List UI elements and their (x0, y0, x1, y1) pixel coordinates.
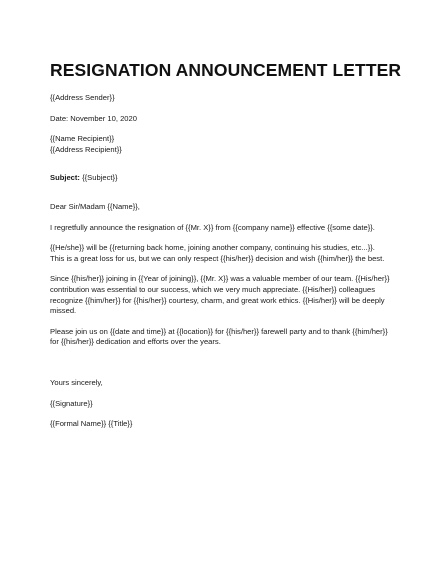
letter-date: Date: November 10, 2020 (50, 113, 137, 123)
paragraph-4: Please join us on {{date and time}} at {{location}} for {{his/her}} farewell party and to thank {{him/her}} for {{his/her}} dedication and efforts over the years. (50, 326, 388, 347)
salutation: Dear Sir/Madam {{Name}}, (50, 201, 140, 211)
letter-title: RESIGNATION ANNOUNCEMENT LETTER (50, 60, 402, 80)
subject-line (50, 173, 390, 184)
paragraph-2: {{He/she}} will be {{returning back home, joining another company, continuing his studies, etc...}}. This is a great loss for us, but we can only respect {{his/her}} decision and wish {{him/her}} the best. (50, 243, 385, 263)
formal-name-title: {{Formal Name}} {{Title}} (50, 419, 133, 429)
closing: Yours sincerely, (50, 377, 103, 387)
address-sender: {{Address Sender}} (50, 93, 115, 102)
signature: {{Signature}} (50, 398, 93, 408)
name-recipient: {{Name Recipient}} (50, 134, 115, 144)
subject-label: Subject: (50, 173, 80, 183)
paragraph-3: Since {{his/her}} joining in {{Year of joining}}, {{Mr. X}} was a valuable member of our team. {{His/her}} contribution was essential to our success, which we very much appreciate. {{His/her}} colleagues recognize {{him/her}} for {{his/her}} courtesy, charm, and great work ethics. {{His/her}} will be deeply missed. (50, 274, 390, 316)
subject-value: {{Subject}} (79, 173, 118, 183)
paragraph-1: I regretfully announce the resignation of {{Mr. X}} from {{company name}} effective {{some date}}. (50, 222, 375, 232)
address-recipient: {{Address Recipient}} (50, 144, 122, 154)
